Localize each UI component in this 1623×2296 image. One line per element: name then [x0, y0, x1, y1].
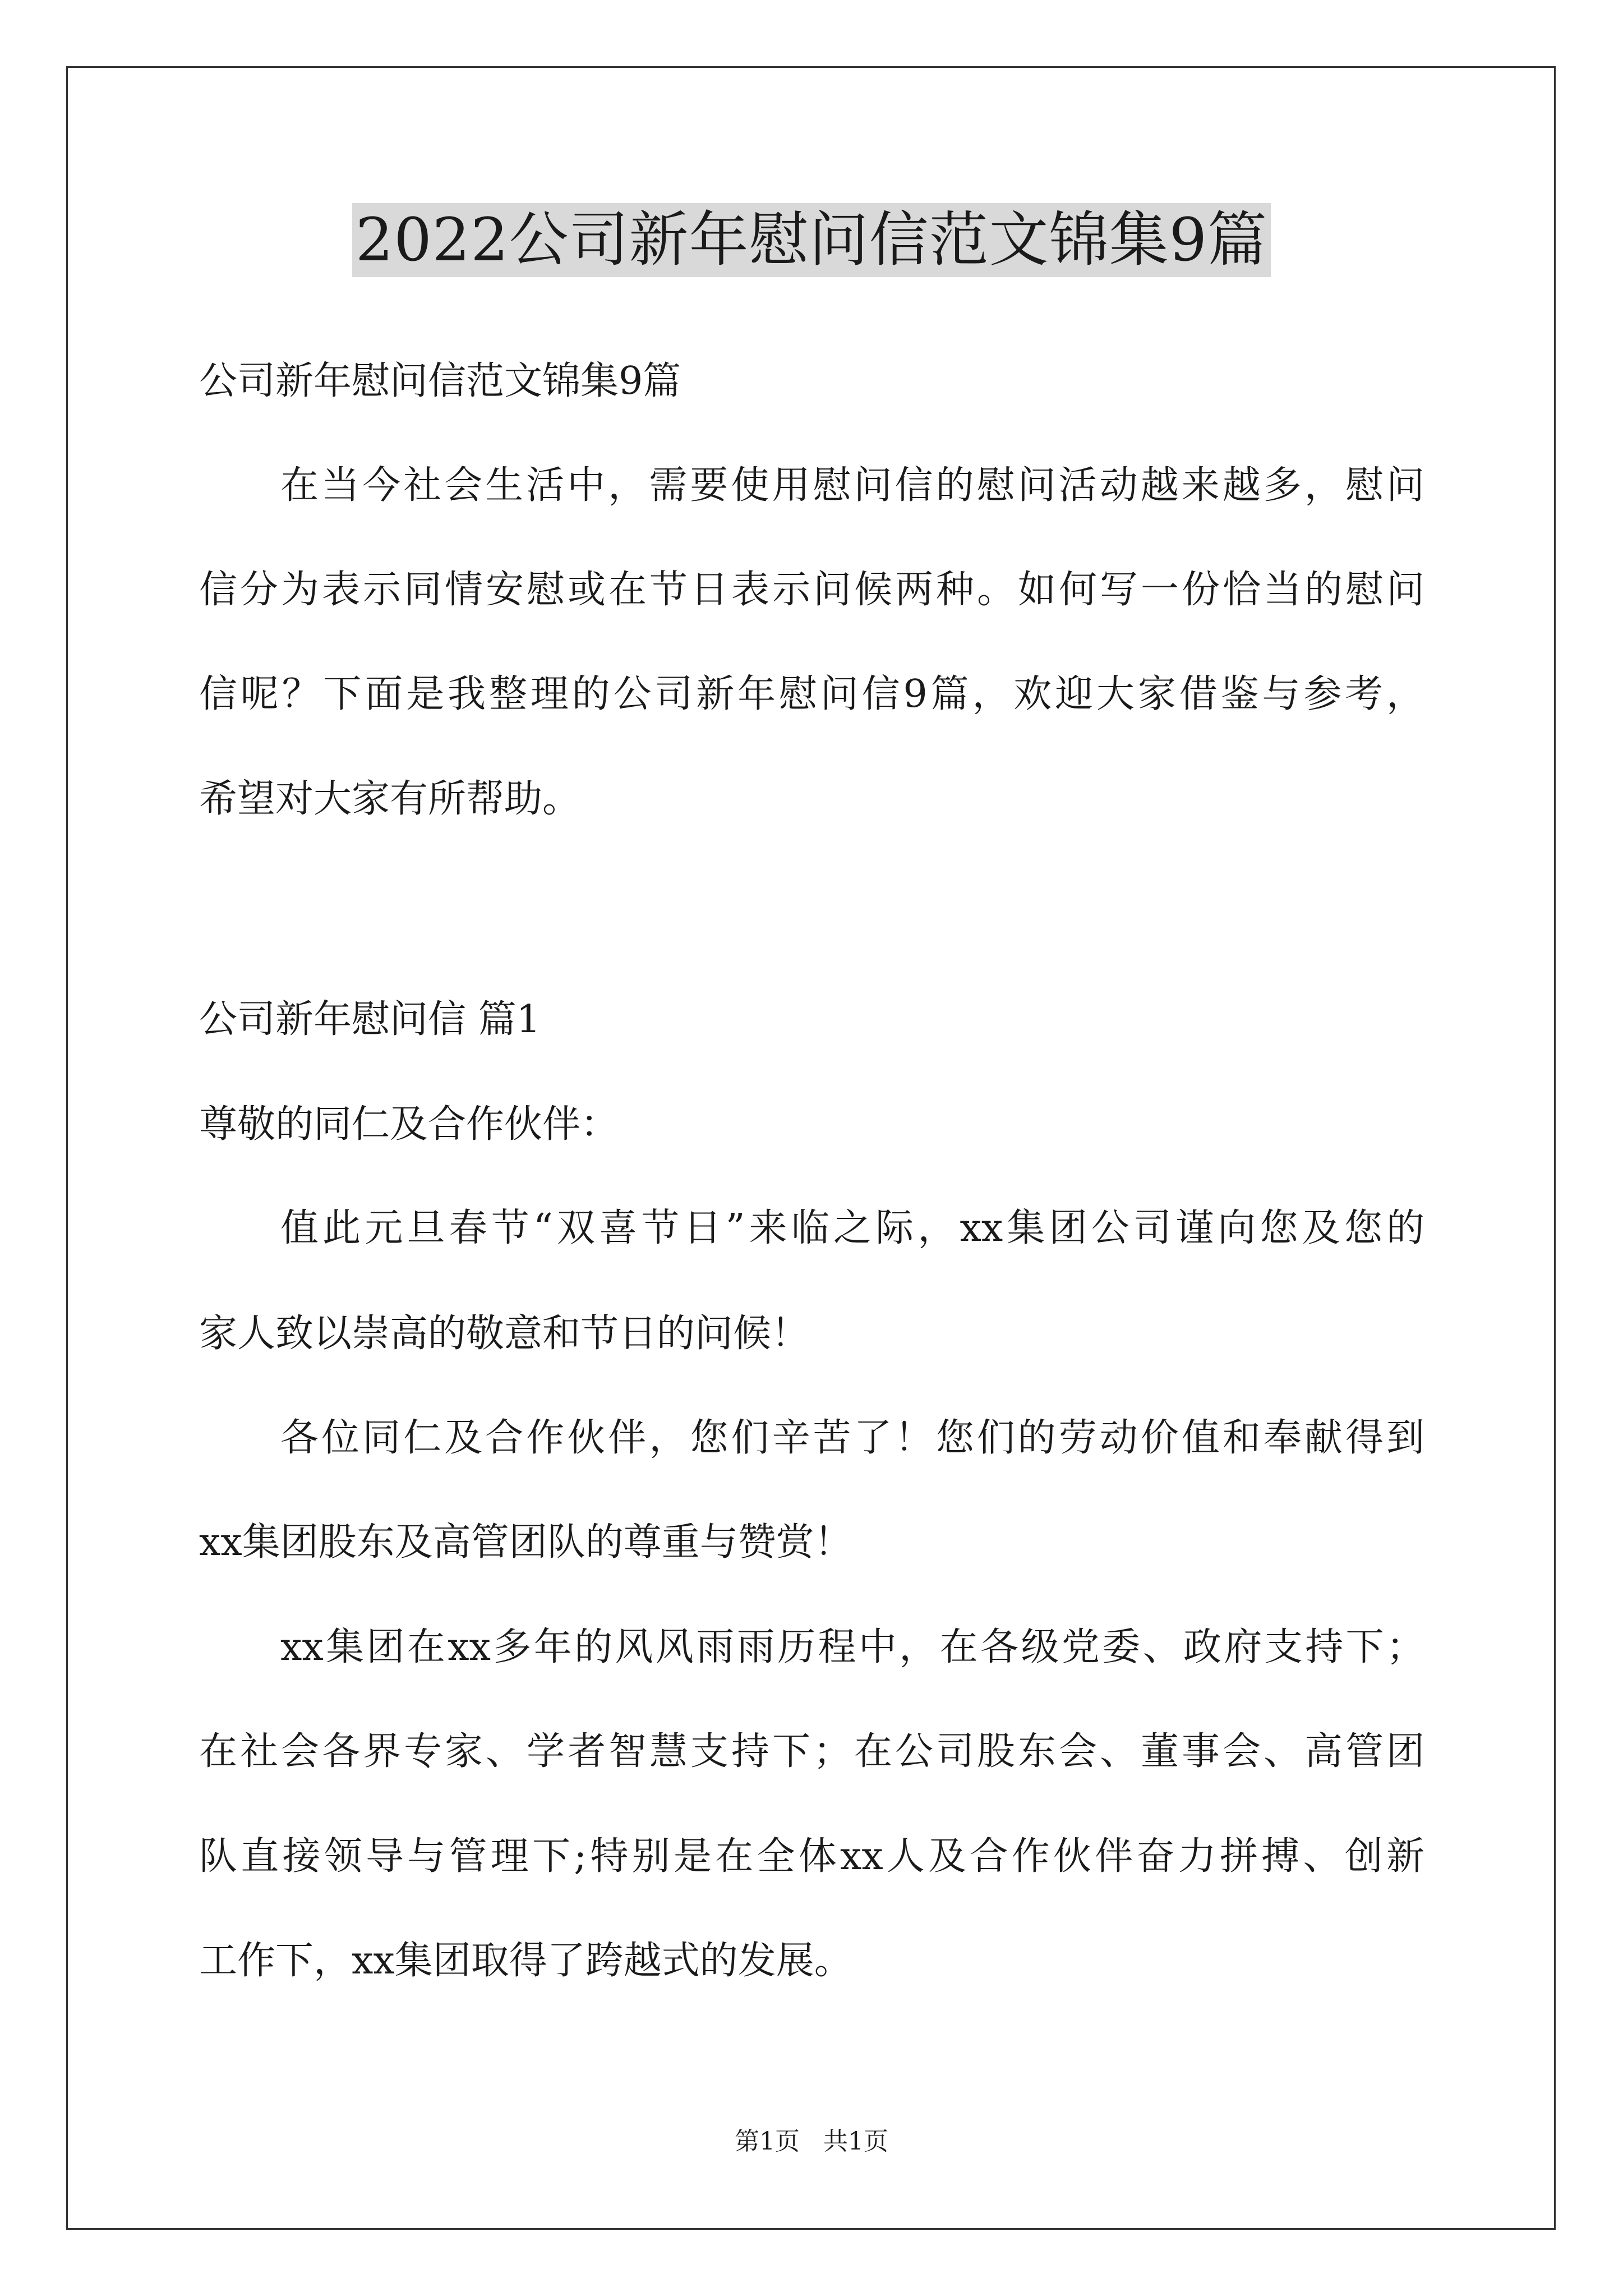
paragraph-2-line-1: 各位同仁及合作伙伴，您们辛苦了！您们的劳动价值和奉献得到	[280, 1416, 1424, 1460]
paragraph-3-line-1: xx集团在xx多年的风风雨雨历程中，在各级党委、政府支持下；	[280, 1625, 1424, 1669]
section-heading: 公司新年慰问信 篇1	[199, 997, 541, 1042]
document-subtitle: 公司新年慰问信范文锦集9篇	[199, 359, 681, 403]
intro-line-4: 希望对大家有所帮助。	[199, 777, 581, 821]
salutation: 尊敬的同仁及合作伙伴：	[199, 1102, 619, 1147]
title-container	[0, 203, 1623, 277]
paragraph-3-line-2: 在社会各界专家、学者智慧支持下；在公司股东会、董事会、高管团	[199, 1729, 1424, 1774]
paragraph-1-line-1: 值此元旦春节“双喜节日”来临之际，xx集团公司谨向您及您的	[280, 1206, 1424, 1250]
paragraph-3-line-4: 工作下，xx集团取得了跨越式的发展。	[199, 1939, 852, 1983]
intro-line-2: 信分为表示同情安慰或在节日表示问候两种。如何写一份恰当的慰问	[199, 568, 1424, 612]
intro-line-1: 在当今社会生活中，需要使用慰问信的慰问活动越来越多，慰问	[280, 463, 1424, 508]
intro-line-3: 信呢？下面是我整理的公司新年慰问信9篇，欢迎大家借鉴与参考，	[199, 672, 1424, 716]
paragraph-2-line-2: xx集团股东及高管团队的尊重与赞赏！	[199, 1520, 852, 1565]
paragraph-1-line-2: 家人致以崇高的敬意和节日的问候！	[199, 1312, 810, 1356]
paragraph-3-line-3: 队直接领导与管理下;特别是在全体xx人及合作伙伴奋力拼搏、创新	[199, 1834, 1424, 1879]
page-footer: 第1页 共1页	[735, 2127, 888, 2156]
document-title: 2022公司新年慰问信范文锦集9篇	[352, 203, 1271, 277]
